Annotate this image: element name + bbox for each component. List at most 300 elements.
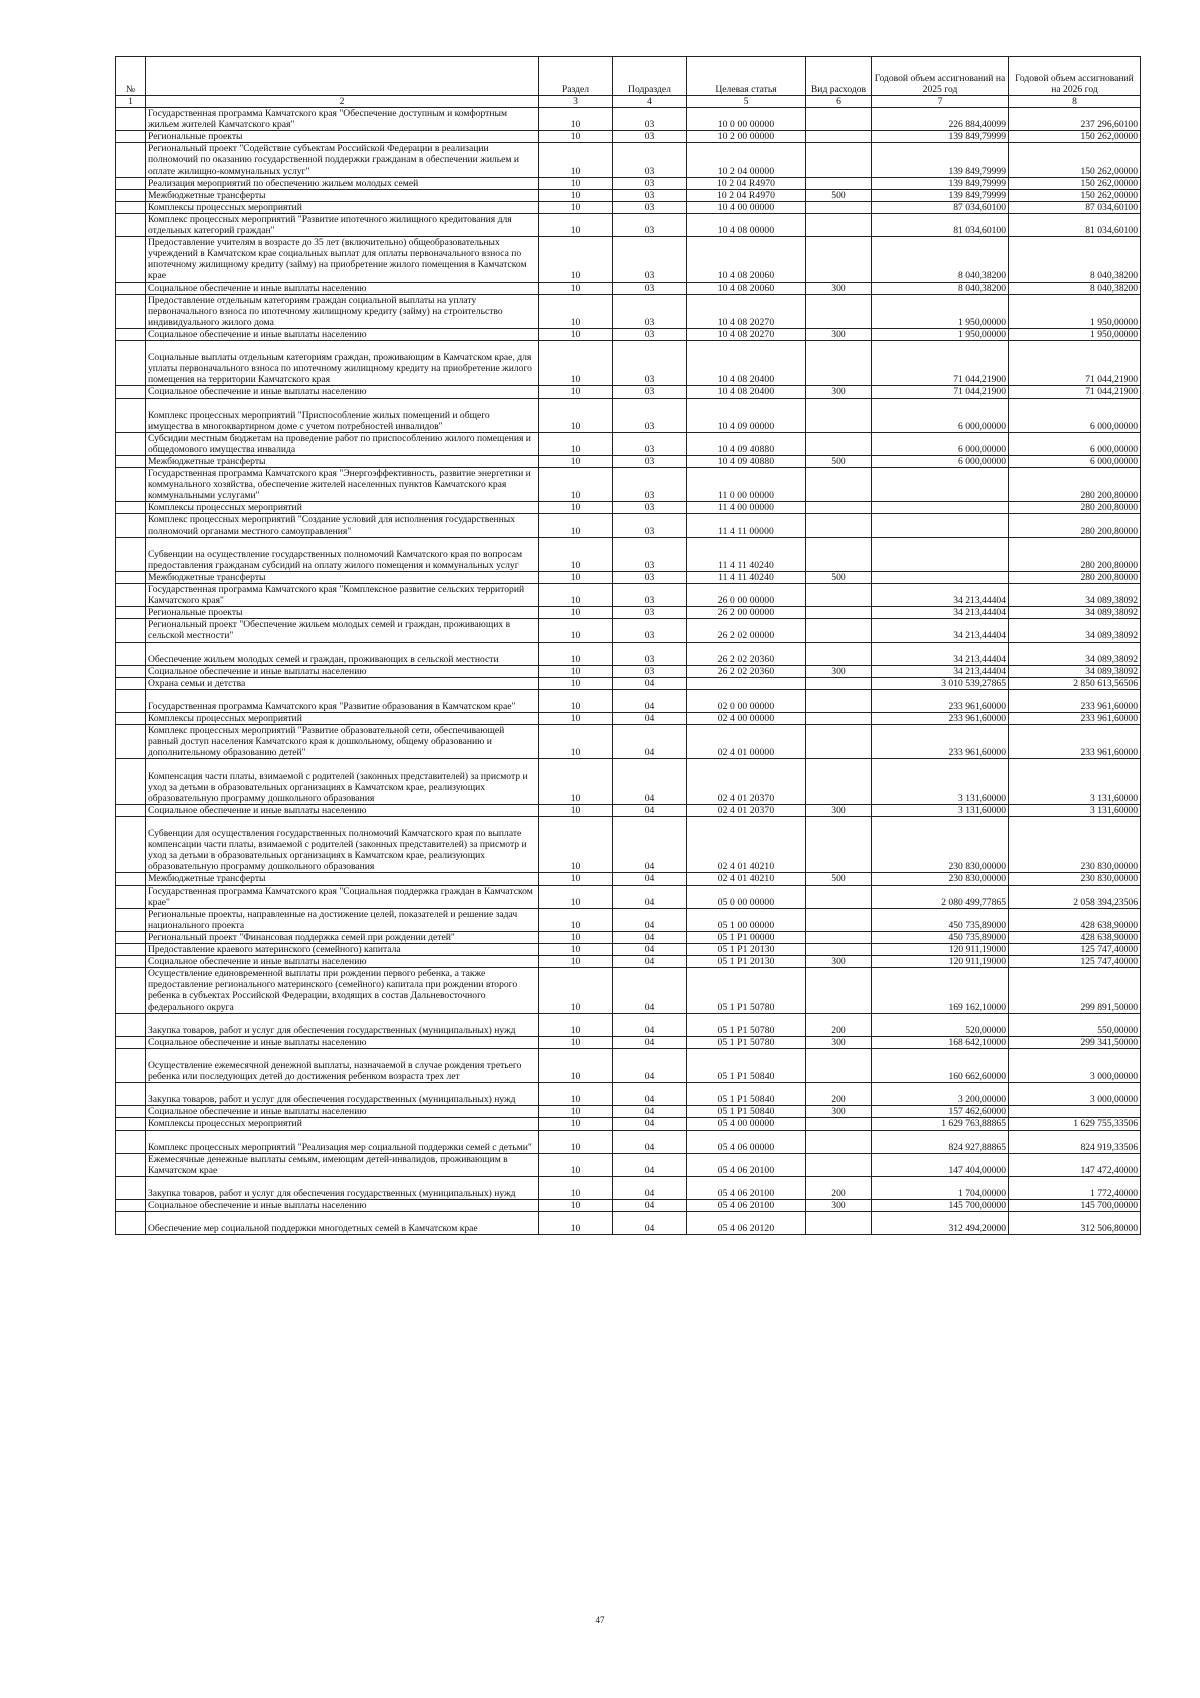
row-number	[116, 759, 146, 804]
amount-2025-cell: 34 213,44404	[872, 607, 1009, 619]
row-number	[116, 177, 146, 189]
podrazdel-cell: 04	[613, 689, 687, 712]
table-row	[116, 1036, 1141, 1048]
podrazdel-cell: 03	[613, 143, 687, 177]
target-article-cell: 05 1 00 00000	[687, 908, 806, 931]
amount-2026-cell: 312 506,80000	[1009, 1212, 1141, 1235]
item-name: Компенсация части платы, взимаемой с родителей (законных представителей) за присмотр и уход за детьми в образовательных организациях в Камчатском крае, реализующих образовательную программу дошкольного образования	[146, 759, 539, 804]
razdel-cell: 10	[539, 713, 613, 725]
table-row	[116, 619, 1141, 642]
razdel-cell: 10	[539, 455, 613, 467]
amount-2026-cell: 280 200,80000	[1009, 468, 1141, 502]
item-name: Межбюджетные трансферты	[146, 455, 539, 467]
target-article-cell: 05 4 06 20120	[687, 1212, 806, 1235]
amount-2025-cell: 168 642,10000	[872, 1036, 1009, 1048]
table-row	[116, 432, 1141, 455]
podrazdel-cell: 04	[613, 1130, 687, 1153]
item-name: Региональный проект "Содействие субъектам Российской Федерации в реализации полномочий по оказанию государственной поддержки гражданам в обеспечении жильем и оплате жилищно-коммунальных услуг"	[146, 143, 539, 177]
amount-2025-cell: 450 735,89000	[872, 908, 1009, 931]
podrazdel-cell: 03	[613, 177, 687, 189]
amount-2025-cell: 3 131,60000	[872, 804, 1009, 816]
target-article-cell: 11 0 00 00000	[687, 468, 806, 502]
table-row	[116, 725, 1141, 759]
podrazdel-cell: 03	[613, 282, 687, 294]
item-name: Межбюджетные трансферты	[146, 873, 539, 885]
target-article-cell: 02 4 00 00000	[687, 713, 806, 725]
expense-type-cell: 300	[806, 956, 872, 968]
row-number	[116, 131, 146, 143]
expense-type-cell: 500	[806, 571, 872, 583]
expense-type-cell	[806, 432, 872, 455]
razdel-cell: 10	[539, 131, 613, 143]
amount-2026-cell: 2 058 394,23506	[1009, 885, 1141, 908]
amount-2026-cell: 280 200,80000	[1009, 537, 1141, 571]
row-number	[116, 514, 146, 537]
row-number	[116, 1013, 146, 1036]
expense-type-cell	[806, 341, 872, 386]
row-number	[116, 584, 146, 607]
row-number	[116, 1212, 146, 1235]
amount-2026-cell: 150 262,00000	[1009, 177, 1141, 189]
table-row	[116, 237, 1141, 282]
amount-2025-cell: 230 830,00000	[872, 873, 1009, 885]
row-number	[116, 1153, 146, 1176]
expense-type-cell	[806, 908, 872, 931]
row-number	[116, 237, 146, 282]
item-name: Комплекс процессных мероприятий "Реализация мер социальной поддержки семей с детьми"	[146, 1130, 539, 1153]
amount-2025-cell: 71 044,21900	[872, 386, 1009, 398]
target-article-cell: 26 2 02 20360	[687, 642, 806, 665]
amount-2025-cell: 1 950,00000	[872, 328, 1009, 340]
expense-type-cell	[806, 1048, 872, 1082]
amount-2025-cell: 8 040,38200	[872, 282, 1009, 294]
podrazdel-cell: 04	[613, 1153, 687, 1176]
amount-2025-cell: 81 034,60100	[872, 213, 1009, 236]
razdel-cell: 10	[539, 237, 613, 282]
target-article-cell: 11 4 11 00000	[687, 514, 806, 537]
expense-type-cell	[806, 143, 872, 177]
podrazdel-cell: 04	[613, 759, 687, 804]
podrazdel-cell: 03	[613, 432, 687, 455]
target-article-cell: 05 1 P1 50780	[687, 1036, 806, 1048]
amount-2026-cell: 71 044,21900	[1009, 386, 1141, 398]
target-article-cell: 05 1 P1 00000	[687, 931, 806, 943]
amount-2026-cell: 428 638,90000	[1009, 931, 1141, 943]
podrazdel-cell: 03	[613, 502, 687, 514]
expense-type-cell: 200	[806, 1013, 872, 1036]
amount-2026-cell: 1 950,00000	[1009, 328, 1141, 340]
amount-2026-cell: 299 891,50000	[1009, 968, 1141, 1013]
item-name: Комплексы процессных мероприятий	[146, 502, 539, 514]
header-amount-2025: Годовой объем ассигнований на 2025 год	[872, 57, 1009, 96]
razdel-cell: 10	[539, 537, 613, 571]
podrazdel-cell: 04	[613, 677, 687, 689]
table-row	[116, 1176, 1141, 1199]
podrazdel-cell: 03	[613, 213, 687, 236]
expense-type-cell: 200	[806, 1176, 872, 1199]
target-article-cell: 05 1 P1 50780	[687, 1013, 806, 1036]
amount-2026-cell: 1 950,00000	[1009, 294, 1141, 328]
target-article-cell: 11 4 11 40240	[687, 571, 806, 583]
header-razdel: Раздел	[539, 57, 613, 96]
row-number	[116, 213, 146, 236]
table-row	[116, 689, 1141, 712]
amount-2025-cell: 450 735,89000	[872, 931, 1009, 943]
podrazdel-cell: 03	[613, 584, 687, 607]
header-podrazdel: Подраздел	[613, 57, 687, 96]
podrazdel-cell: 03	[613, 537, 687, 571]
expense-type-cell	[806, 131, 872, 143]
podrazdel-cell: 04	[613, 931, 687, 943]
target-article-cell: 10 4 08 20060	[687, 282, 806, 294]
expense-type-cell	[806, 1153, 872, 1176]
expense-type-cell: 300	[806, 1036, 872, 1048]
razdel-cell: 10	[539, 143, 613, 177]
podrazdel-cell: 03	[613, 189, 687, 201]
item-name: Социальное обеспечение и иные выплаты населению	[146, 328, 539, 340]
item-name: Осуществление ежемесячной денежной выплаты, назначаемой в случае рождения третьего ребенка или последующих детей до достижения ребенком возраста трех лет	[146, 1048, 539, 1082]
target-article-cell: 05 4 06 20100	[687, 1200, 806, 1212]
razdel-cell: 10	[539, 885, 613, 908]
table-row	[116, 642, 1141, 665]
podrazdel-cell: 04	[613, 1200, 687, 1212]
razdel-cell: 10	[539, 432, 613, 455]
amount-2025-cell	[872, 514, 1009, 537]
table-row	[116, 213, 1141, 236]
table-row	[116, 1200, 1141, 1212]
item-name: Комплекс процессных мероприятий "Развитие образовательной сети, обеспечивающей равный доступ населения Камчатского края к дошкольному, общему образованию и дополнительному образованию детей"	[146, 725, 539, 759]
amount-2026-cell: 550,00000	[1009, 1013, 1141, 1036]
item-name: Предоставление учителям в возрасте до 35 лет (включительно) общеобразовательных учреждений в Камчатском крае социальных выплат для оплаты первоначального взноса по ипотечному жилищному кредиту (займу) на приобретение жилого помещения в Камчатском крае	[146, 237, 539, 282]
podrazdel-cell: 03	[613, 607, 687, 619]
target-article-cell: 26 2 02 00000	[687, 619, 806, 642]
target-article-cell: 10 2 04 00000	[687, 143, 806, 177]
expense-type-cell	[806, 713, 872, 725]
target-article-cell: 26 0 00 00000	[687, 584, 806, 607]
expense-type-cell	[806, 759, 872, 804]
row-number	[116, 341, 146, 386]
amount-2025-cell: 6 000,00000	[872, 398, 1009, 432]
podrazdel-cell: 03	[613, 455, 687, 467]
expense-type-cell	[806, 725, 872, 759]
item-name: Комплекс процессных мероприятий "Создание условий для исполнения государственных полномочий органами местного самоуправления"	[146, 514, 539, 537]
row-number	[116, 968, 146, 1013]
podrazdel-cell: 04	[613, 1083, 687, 1106]
target-article-cell: 10 4 00 00000	[687, 201, 806, 213]
item-name: Субвенции на осуществление государственных полномочий Камчатского края по вопросам предоставления гражданам субсидий на оплату жилого помещения и коммунальных услуг	[146, 537, 539, 571]
expense-type-cell	[806, 607, 872, 619]
item-name: Комплексы процессных мероприятий	[146, 201, 539, 213]
amount-2025-cell: 157 462,60000	[872, 1106, 1009, 1118]
razdel-cell: 10	[539, 213, 613, 236]
razdel-cell: 10	[539, 677, 613, 689]
razdel-cell: 10	[539, 689, 613, 712]
item-name: Социальное обеспечение и иные выплаты населению	[146, 282, 539, 294]
amount-2025-cell: 233 961,60000	[872, 713, 1009, 725]
expense-type-cell: 300	[806, 386, 872, 398]
row-number	[116, 1176, 146, 1199]
row-number	[116, 1200, 146, 1212]
table-row	[116, 201, 1141, 213]
table-row	[116, 177, 1141, 189]
razdel-cell: 10	[539, 1130, 613, 1153]
podrazdel-cell: 03	[613, 131, 687, 143]
expense-type-cell	[806, 1130, 872, 1153]
amount-2026-cell: 299 341,50000	[1009, 1036, 1141, 1048]
amount-2025-cell: 147 404,00000	[872, 1153, 1009, 1176]
item-name: Закупка товаров, работ и услуг для обеспечения государственных (муниципальных) нужд	[146, 1176, 539, 1199]
amount-2025-cell: 312 494,20000	[872, 1212, 1009, 1235]
amount-2026-cell: 34 089,38092	[1009, 665, 1141, 677]
row-number	[116, 328, 146, 340]
row-number	[116, 944, 146, 956]
row-number	[116, 468, 146, 502]
razdel-cell: 10	[539, 1153, 613, 1176]
expense-type-cell: 300	[806, 328, 872, 340]
razdel-cell: 10	[539, 282, 613, 294]
column-index: 7	[872, 96, 1009, 108]
table-row	[116, 677, 1141, 689]
razdel-cell: 10	[539, 571, 613, 583]
razdel-cell: 10	[539, 931, 613, 943]
amount-2025-cell: 71 044,21900	[872, 341, 1009, 386]
amount-2026-cell: 8 040,38200	[1009, 282, 1141, 294]
table-row	[116, 131, 1141, 143]
amount-2026-cell: 233 961,60000	[1009, 689, 1141, 712]
razdel-cell: 10	[539, 759, 613, 804]
row-number	[116, 571, 146, 583]
column-index-row	[116, 96, 1141, 108]
item-name: Осуществление единовременной выплаты при рождении первого ребенка, а также предоставление регионального материнского (семейного) капитала при рождении второго ребенка в субъектах Российской Федерации, входящих в состав Дальневосточного федерального округа	[146, 968, 539, 1013]
amount-2026-cell: 6 000,00000	[1009, 432, 1141, 455]
target-article-cell: 10 0 00 00000	[687, 108, 806, 131]
expense-type-cell: 300	[806, 1106, 872, 1118]
item-name: Региональные проекты	[146, 131, 539, 143]
item-name: Социальное обеспечение и иные выплаты населению	[146, 804, 539, 816]
table-row	[116, 1013, 1141, 1036]
row-number	[116, 956, 146, 968]
amount-2026-cell: 34 089,38092	[1009, 642, 1141, 665]
item-name: Реализация мероприятий по обеспечению жильем молодых семей	[146, 177, 539, 189]
column-index: 4	[613, 96, 687, 108]
table-row	[116, 816, 1141, 873]
column-index: 8	[1009, 96, 1141, 108]
razdel-cell: 10	[539, 1200, 613, 1212]
table-row	[116, 294, 1141, 328]
podrazdel-cell: 03	[613, 665, 687, 677]
item-name: Комплексы процессных мероприятий	[146, 1118, 539, 1130]
item-name: Государственная программа Камчатского края "Развитие образования в Камчатском крае"	[146, 689, 539, 712]
podrazdel-cell: 04	[613, 1013, 687, 1036]
razdel-cell: 10	[539, 1013, 613, 1036]
podrazdel-cell: 04	[613, 1048, 687, 1082]
header-name	[146, 57, 539, 96]
amount-2026-cell: 1 772,40000	[1009, 1176, 1141, 1199]
podrazdel-cell: 04	[613, 944, 687, 956]
amount-2025-cell: 3 131,60000	[872, 759, 1009, 804]
amount-2025-cell	[872, 537, 1009, 571]
amount-2026-cell: 3 131,60000	[1009, 804, 1141, 816]
amount-2026-cell: 8 040,38200	[1009, 237, 1141, 282]
row-number	[116, 885, 146, 908]
table-row	[116, 956, 1141, 968]
podrazdel-cell: 04	[613, 908, 687, 931]
expense-type-cell: 300	[806, 1200, 872, 1212]
table-row	[116, 759, 1141, 804]
razdel-cell: 10	[539, 386, 613, 398]
item-name: Ежемесячные денежные выплаты семьям, имеющим детей-инвалидов, проживающим в Камчатском крае	[146, 1153, 539, 1176]
row-number	[116, 665, 146, 677]
row-number	[116, 689, 146, 712]
podrazdel-cell: 03	[613, 341, 687, 386]
row-number	[116, 1130, 146, 1153]
expense-type-cell: 500	[806, 455, 872, 467]
podrazdel-cell: 04	[613, 713, 687, 725]
row-number	[116, 619, 146, 642]
table-row	[116, 468, 1141, 502]
amount-2025-cell: 3 200,00000	[872, 1083, 1009, 1106]
target-article-cell	[687, 677, 806, 689]
amount-2025-cell: 233 961,60000	[872, 725, 1009, 759]
expense-type-cell	[806, 944, 872, 956]
amount-2026-cell: 87 034,60100	[1009, 201, 1141, 213]
row-number	[116, 713, 146, 725]
expense-type-cell: 300	[806, 282, 872, 294]
expense-type-cell	[806, 885, 872, 908]
table-row	[116, 713, 1141, 725]
amount-2025-cell: 520,00000	[872, 1013, 1009, 1036]
expense-type-cell	[806, 213, 872, 236]
expense-type-cell: 500	[806, 189, 872, 201]
razdel-cell: 10	[539, 1118, 613, 1130]
item-name: Закупка товаров, работ и услуг для обеспечения государственных (муниципальных) нужд	[146, 1013, 539, 1036]
amount-2026-cell: 280 200,80000	[1009, 514, 1141, 537]
item-name: Межбюджетные трансферты	[146, 571, 539, 583]
item-name: Региональные проекты	[146, 607, 539, 619]
table-row	[116, 502, 1141, 514]
target-article-cell: 10 4 08 20400	[687, 386, 806, 398]
target-article-cell: 02 4 01 00000	[687, 725, 806, 759]
razdel-cell: 10	[539, 108, 613, 131]
table-row	[116, 931, 1141, 943]
amount-2025-cell: 34 213,44404	[872, 584, 1009, 607]
table-row	[116, 1118, 1141, 1130]
target-article-cell: 10 4 08 20400	[687, 341, 806, 386]
amount-2025-cell: 8 040,38200	[872, 237, 1009, 282]
amount-2025-cell: 2 080 499,77865	[872, 885, 1009, 908]
razdel-cell: 10	[539, 607, 613, 619]
amount-2026-cell: 125 747,40000	[1009, 956, 1141, 968]
table-row	[116, 143, 1141, 177]
item-name: Социальное обеспечение и иные выплаты населению	[146, 1036, 539, 1048]
expense-type-cell	[806, 294, 872, 328]
table-row	[116, 607, 1141, 619]
amount-2026-cell: 237 296,60100	[1009, 108, 1141, 131]
razdel-cell: 10	[539, 514, 613, 537]
razdel-cell: 10	[539, 1106, 613, 1118]
item-name: Региональные проекты, направленные на достижение целей, показателей и решение задач национального проекта	[146, 908, 539, 931]
item-name: Государственная программа Камчатского края "Комплексное развитие сельских территорий Камчатского края"	[146, 584, 539, 607]
target-article-cell: 11 4 00 00000	[687, 502, 806, 514]
razdel-cell: 10	[539, 968, 613, 1013]
amount-2025-cell: 139 849,79999	[872, 177, 1009, 189]
amount-2025-cell: 160 662,60000	[872, 1048, 1009, 1082]
target-article-cell: 10 2 04 R4970	[687, 177, 806, 189]
razdel-cell: 10	[539, 944, 613, 956]
podrazdel-cell: 04	[613, 725, 687, 759]
row-number	[116, 1036, 146, 1048]
amount-2026-cell: 2 850 613,56506	[1009, 677, 1141, 689]
header-expense-type: Вид расходов	[806, 57, 872, 96]
table-row	[116, 885, 1141, 908]
expense-type-cell: 300	[806, 665, 872, 677]
target-article-cell: 02 4 01 20370	[687, 759, 806, 804]
target-article-cell: 05 1 P1 50780	[687, 968, 806, 1013]
budget-table	[115, 56, 1141, 1235]
row-number	[116, 189, 146, 201]
amount-2025-cell: 1 704,00000	[872, 1176, 1009, 1199]
column-index: 1	[116, 96, 146, 108]
razdel-cell: 10	[539, 642, 613, 665]
row-number	[116, 1118, 146, 1130]
amount-2025-cell	[872, 468, 1009, 502]
row-number	[116, 677, 146, 689]
table-row	[116, 108, 1141, 131]
row-number	[116, 386, 146, 398]
target-article-cell: 26 2 02 20360	[687, 665, 806, 677]
podrazdel-cell: 04	[613, 1176, 687, 1199]
table-row	[116, 1083, 1141, 1106]
target-article-cell: 10 2 04 R4970	[687, 189, 806, 201]
item-name: Комплексы процессных мероприятий	[146, 713, 539, 725]
podrazdel-cell: 03	[613, 237, 687, 282]
target-article-cell: 05 0 00 00000	[687, 885, 806, 908]
amount-2025-cell: 824 927,88865	[872, 1130, 1009, 1153]
table-row	[116, 455, 1141, 467]
amount-2026-cell: 233 961,60000	[1009, 725, 1141, 759]
podrazdel-cell: 04	[613, 968, 687, 1013]
razdel-cell: 10	[539, 201, 613, 213]
item-name: Обеспечение жильем молодых семей и граждан, проживающих в сельской местности	[146, 642, 539, 665]
amount-2025-cell: 3 010 539,27865	[872, 677, 1009, 689]
razdel-cell: 10	[539, 1176, 613, 1199]
item-name: Региональный проект "Финансовая поддержка семей при рождении детей"	[146, 931, 539, 943]
target-article-cell: 10 2 00 00000	[687, 131, 806, 143]
table-row	[116, 514, 1141, 537]
expense-type-cell	[806, 537, 872, 571]
item-name: Закупка товаров, работ и услуг для обеспечения государственных (муниципальных) нужд	[146, 1083, 539, 1106]
razdel-cell: 10	[539, 816, 613, 873]
podrazdel-cell: 04	[613, 1036, 687, 1048]
page-number: 47	[595, 1615, 605, 1625]
amount-2026-cell: 3 131,60000	[1009, 759, 1141, 804]
row-number	[116, 1106, 146, 1118]
amount-2025-cell: 6 000,00000	[872, 432, 1009, 455]
podrazdel-cell: 03	[613, 642, 687, 665]
expense-type-cell: 300	[806, 804, 872, 816]
item-name: Субсидии местным бюджетам на проведение работ по приспособлению жилого помещения и общедомового имущества инвалида	[146, 432, 539, 455]
amount-2026-cell: 280 200,80000	[1009, 502, 1141, 514]
target-article-cell: 11 4 11 40240	[687, 537, 806, 571]
table-row	[116, 328, 1141, 340]
table-row	[116, 1048, 1141, 1082]
razdel-cell: 10	[539, 341, 613, 386]
razdel-cell: 10	[539, 328, 613, 340]
item-name: Государственная программа Камчатского края "Энергоэффективность, развитие энергетики и коммунального хозяйства, обеспечение жителей населенных пунктов Камчатского края коммунальными услугами"	[146, 468, 539, 502]
target-article-cell: 10 4 09 40880	[687, 432, 806, 455]
razdel-cell: 10	[539, 873, 613, 885]
razdel-cell: 10	[539, 665, 613, 677]
